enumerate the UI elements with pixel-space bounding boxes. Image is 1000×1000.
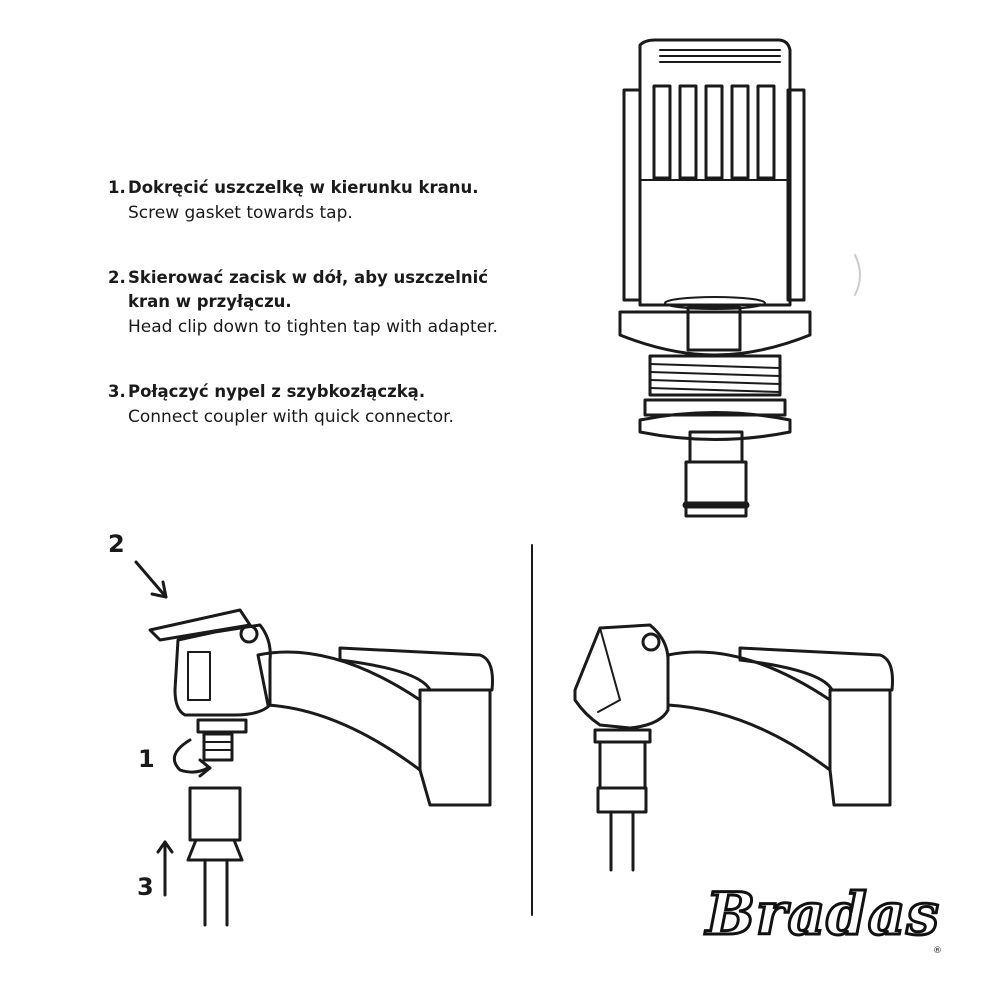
step-number: 1. [108, 178, 126, 197]
tap-adapter-illustration [620, 40, 860, 516]
step-number: 2. [108, 268, 126, 287]
step-english-text: Screw gasket towards tap. [128, 203, 353, 223]
step-english-text: Head clip down to tighten tap with adapter. [128, 317, 498, 337]
marker-3: 3 [137, 873, 154, 901]
step-polish-text-cont: kran w przyłączu. [128, 292, 292, 311]
tap-right-illustration [575, 625, 893, 870]
marker-2: 2 [108, 530, 125, 558]
registered-mark: ® [933, 946, 942, 956]
brand-logo: Bradas [706, 880, 940, 948]
tap-left-illustration [150, 610, 493, 925]
step-polish-text: Połączyć nypel z szybkozłączką. [128, 382, 426, 401]
step-number: 3. [108, 382, 126, 401]
step-polish-text: Dokręcić uszczelkę w kierunku kranu. [128, 178, 479, 197]
arrow-step-2 [136, 562, 166, 597]
step-english-text: Connect coupler with quick connector. [128, 407, 454, 427]
step-polish-text: Skierować zacisk w dół, aby uszczelnić [128, 268, 489, 287]
marker-1: 1 [138, 745, 155, 773]
